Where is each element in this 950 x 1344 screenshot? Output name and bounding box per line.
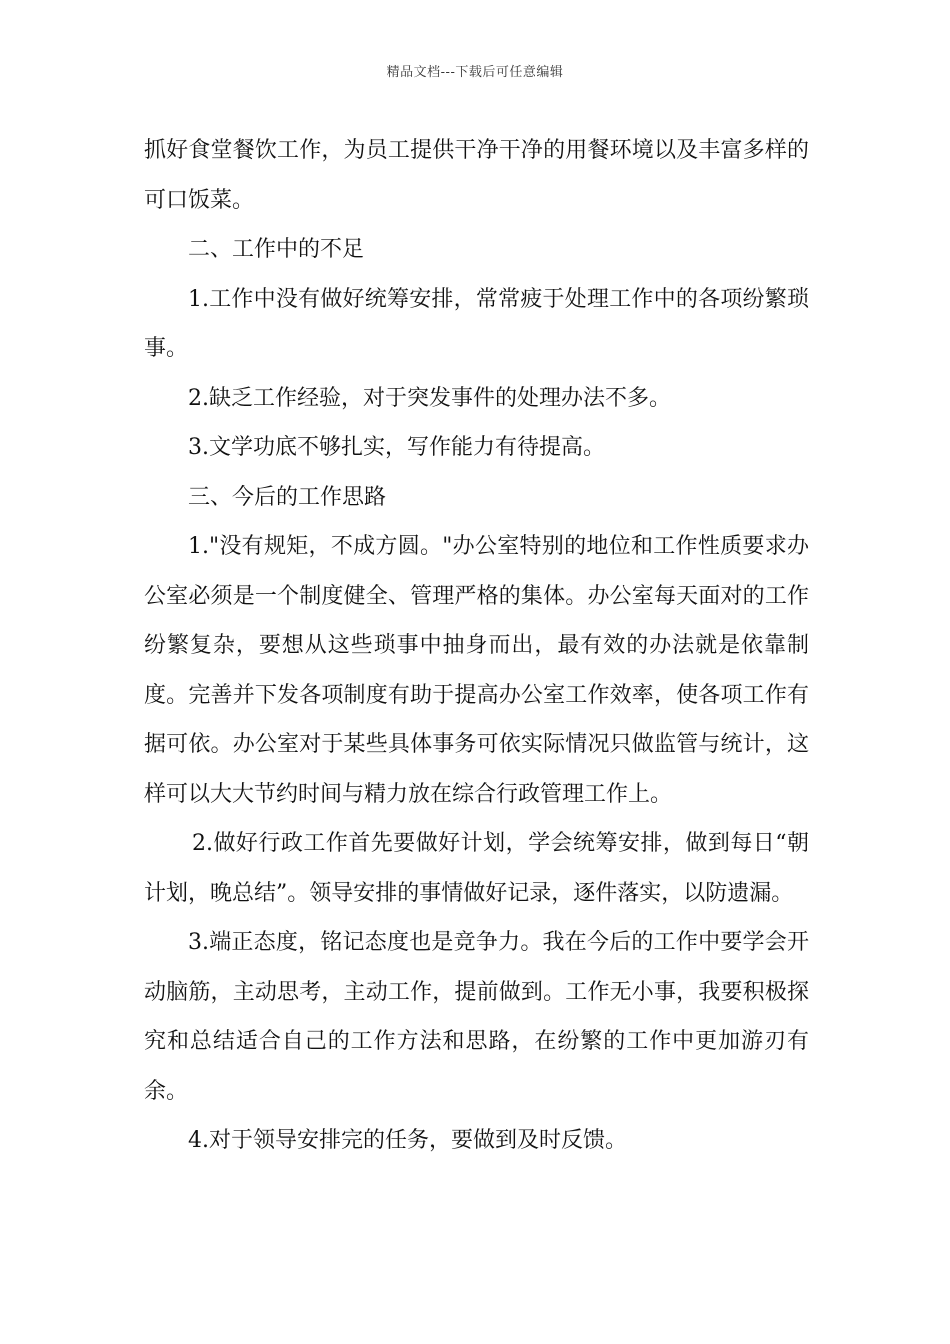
list-item-idea-3: 3.端正态度，铭记态度也是竞争力。我在今后的工作中要学会开动脑筋，主动思考，主动工作，提前做到。工作无小事，我要积极探究和总结适合自己的工作方法和思路，在纷繁的工作中更加游刃有余。 — [144, 930, 809, 1104]
list-item-shortcoming-2: 2.缺乏工作经验，对于突发事件的处理办法不多。 — [188, 385, 671, 411]
list-item-idea-4: 4.对于领导安排完的任务，要做到及时反馈。 — [188, 1128, 627, 1153]
list-item-shortcoming-3: 3.文学功底不够扎实，写作能力有待提高。 — [188, 435, 605, 460]
section-heading-shortcomings: 二、工作中的不足 — [188, 237, 365, 262]
paragraph-canteen-work: 抓好食堂餐饮工作，为员工提供干净干净的用餐环境以及丰富多样的可口饭菜。 — [144, 138, 809, 213]
section-heading-future-ideas: 三、今后的工作思路 — [188, 484, 387, 510]
page-header: 精品文档---下载后可任意编辑 — [386, 65, 564, 80]
list-item-idea-2: 2.做好行政工作首先要做好计划，学会统筹安排，做到每日“朝计划，晚总结”。领导安排的事情做好记录，逐件落实，以防遗漏。 — [144, 831, 809, 906]
document-body — [144, 126, 809, 1166]
list-item-idea-1: 1."没有规矩，不成方圆。"办公室特别的地位和工作性质要求办公室必须是一个制度健全、管理严格的集体。办公室每天面对的工作纷繁复杂，要想从这些琐事中抽身而出，最有效的办法就是依靠制度。完善并下发各项制度有助于提高办公室工作效率，使各项工作有据可依。办公室对于某些具体事务可依实际情况只做监管与统计，这样可以大大节约时间与精力放在综合行政管理工作上。 — [144, 534, 809, 807]
list-item-shortcoming-1: 1.工作中没有做好统筹安排，常常疲于处理工作中的各项纷繁琐事。 — [144, 286, 809, 361]
